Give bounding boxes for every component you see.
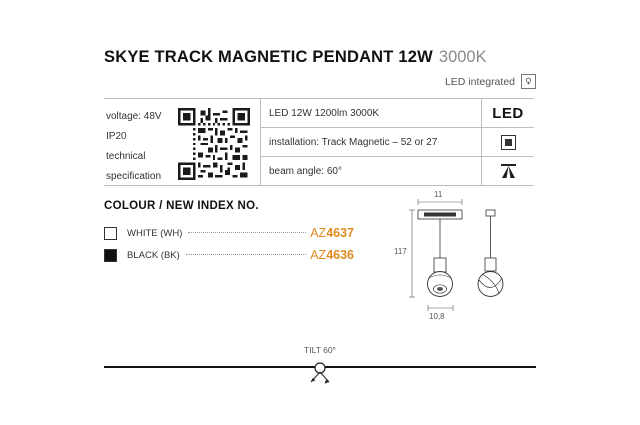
recessed-box-icon <box>481 128 534 156</box>
product-code-white <box>310 226 354 240</box>
swatch-black-icon <box>104 249 117 262</box>
subtitle <box>445 74 536 89</box>
spec-row-installation <box>261 128 534 157</box>
product-code-black <box>310 248 354 262</box>
leader-dots <box>186 253 306 255</box>
spec-specification: specification <box>106 171 162 182</box>
spec-left-column <box>104 99 260 185</box>
code-number: 4636 <box>326 248 354 262</box>
spec-voltage: voltage: 48V <box>106 111 162 122</box>
colour-label-black: BLACK (BK) <box>127 249 180 261</box>
led-label-icon <box>481 99 534 127</box>
code-number: 4637 <box>326 226 354 240</box>
led-label-text: LED <box>492 104 524 122</box>
spec-led-text: LED 12W 1200lm 3000K <box>269 107 380 119</box>
spec-ip: IP20 <box>106 131 127 142</box>
code-prefix: AZ <box>310 226 327 240</box>
spec-installation-text: installation: Track Magnetic – 52 or 27 <box>269 136 438 148</box>
spec-row-beam-angle <box>261 157 534 185</box>
spec-right-column <box>260 99 534 185</box>
code-prefix: AZ <box>310 248 327 262</box>
list-item[interactable] <box>104 244 354 266</box>
product-cct: 3000K <box>438 48 487 66</box>
swatch-white-icon <box>104 227 117 240</box>
mounting-icon-shape <box>501 135 516 150</box>
list-item[interactable] <box>104 222 354 244</box>
ip-badge-icon <box>521 74 536 89</box>
page-title <box>104 48 534 67</box>
dimension-width-top: 11 <box>434 190 443 199</box>
beam-angle-icon <box>481 157 534 185</box>
colour-label-white: WHITE (WH) <box>127 227 183 239</box>
qr-code-icon <box>178 108 250 180</box>
spec-technical: technical <box>106 151 146 162</box>
technical-drawing <box>390 190 540 340</box>
spec-row-led <box>261 99 534 128</box>
spec-table <box>104 98 534 186</box>
led-integrated-label: LED integrated <box>444 75 515 88</box>
leader-dots <box>188 231 306 233</box>
tilt-label: TILT 60° <box>304 345 336 355</box>
dimension-width-bottom: 10,8 <box>429 312 445 321</box>
dimension-height: 117 <box>394 247 407 256</box>
tilt-graphic-icon <box>295 358 345 386</box>
colour-list <box>104 222 354 266</box>
spec-beam-angle-text: beam angle: 60° <box>269 165 342 177</box>
colour-section-heading: COLOUR / NEW INDEX NO. <box>104 200 259 212</box>
product-name: SKYE TRACK MAGNETIC PENDANT 12W <box>104 48 433 66</box>
